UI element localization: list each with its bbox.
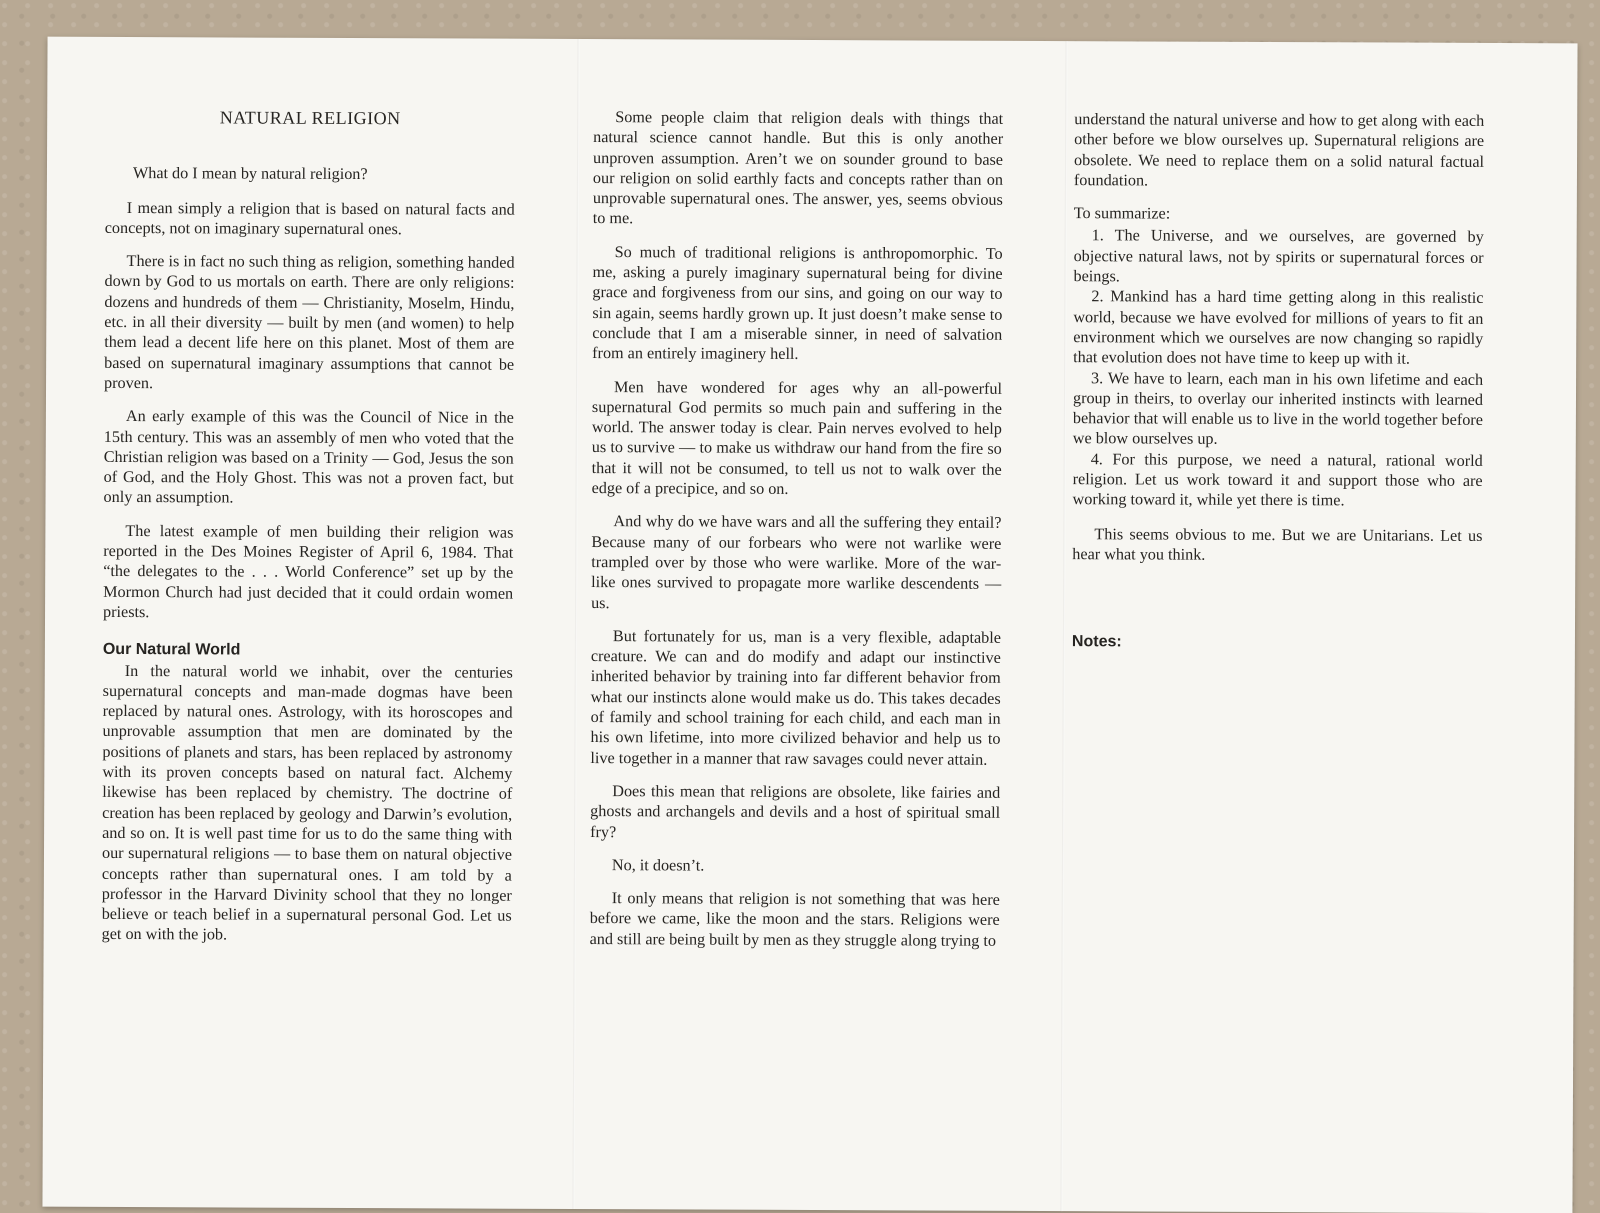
summary-item: 2. Mankind has a hard time getting along in this realistic world, because we have evolved for millions of years to fit an environment which we ourselves are now changing so rapidly that evolution does not have time to keep up with it. [1073,287,1484,368]
intro-question: What do I mean by natural religion? [132,164,368,184]
column-left [102,105,516,959]
summary-item: 1. The Universe, and we ourselves, are governed by objective natural laws, not by spirits or supernatural forces or beings. [1073,226,1484,286]
summary-heading: To summarize: [1073,204,1171,223]
paragraph: So much of traditional religions is anthropomorphic. To me, asking a purely imaginary supernatural being for divine grace and forgiveness from our sins, and going on our way to sin again, seems hardly grown up. It just doesn’t make sense to conclude that I am a miserable sinner, in need of salvation from an entirely imaginery hell. [592,242,1003,364]
paragraph: And why do we have wars and all the suffering they entail? Because many of our forbears who were not warlike were trampled over by those who were warlike. More of the war-like ones survived to propagate more warlike descendents — us. [591,512,1002,612]
paragraph-continuation: understand the natural universe and how to get along with each other before we blow ourselves up. Supernatural religions are obsolete. We need to replace them on a solid natural factual foundation. [1073,110,1485,190]
summary-item: 3. We have to learn, each man in his own lifetime and each group in theirs, to overlay our inherited instincts with learned behavior that will enable us to live in the world together before we blow ourselves up. [1072,368,1484,449]
section-heading: Our Natural World [102,641,241,659]
paragraph: Some people claim that religion deals with things that natural science cannot handle. But this is only another unproven assumption. Aren’t we on sounder ground to base our religion on solid earthly facts and concepts rather than on unprovable supernatural ones. The answer, yes, seems obvious to me. [592,108,1004,228]
fold-line-left [572,39,579,1209]
column-right [1072,109,1484,654]
closing-paragraph: This seems obvious to me. But we are Unitarians. Let us hear what you think. [1072,524,1483,564]
paragraph: In the natural world we inhabit, over the centuries supernatural concepts and man-made dogmas have been replaced by natural ones. Astrology, with its horoscopes and unprovable assumption that men are dominated by the positions of planets and stars, has been replaced by astronomy with its proven concepts based on natural fact. Alchemy likewise has been replaced by chemistry. The doctrine of creation has been replaced by geology and Darwin’s evolution, and so on. It is well past time for us to do the same thing with our supernatural religions — to base them on natural objective concepts rather than supernatural ones. I am told by a professor in the Harvard Divinity school that they no longer believe or teach belief in a supernatural personal God. Let us get on with the job. [101,661,513,944]
paragraph: No, it doesn’t. [611,855,705,875]
summary-list [1073,226,1484,512]
notes-label: Notes: [1071,633,1122,651]
column-middle [590,107,1004,964]
summary-item: 4. For this purpose, we need a natural, rational world religion. Let us work toward it and support those who are working toward it, while yet there is time. [1072,449,1483,510]
paragraph: Does this mean that religions are obsolete, like fairies and ghosts and archangels and devils and a host of spiritual small fry? [590,782,1001,841]
paragraph: There is in fact no such thing as religion, something handed down by God to us mortals on earth. There are only religions: dozens and hundreds of them — Christianity, Moselm, Hindu, etc. in all their diversity — built by men (and women) to help them lead a decent life here on this planet. Most of them are based on supernatural imaginary assumptions that cannot be proven. [104,252,515,393]
paragraph: But fortunately for us, man is a very flexible, adaptable creature. We can and do modify and adapt our instinctive inherited behavior by training into far different behavior from what our instincts alone would make us do. This takes decades of family and school training for each child, and each man in his own lifetime, into more civilized behavior and help us to live together in a manner that raw savages could never attain. [590,626,1001,769]
paragraph: It only means that religion is not something that was here before we came, like the moon and the stars. Religions were and still are being built by men as they struggle along trying to [589,889,1000,950]
paragraph: The latest example of men building their religion was reported in the Des Moines Register of April 6, 1984. That “the delegates to the . . . World Conference” set up by the Mormon Church had just decided that it could ordain women priests. [103,521,514,622]
paragraph: I mean simply a religion that is based on natural facts and concepts, not on imaginary supernatural ones. [104,198,515,239]
paragraph: An early example of this was the Council of Nice in the 15th century. This was an assembly of men who voted that the Christian religion was based on a Trinity — God, Jesus the son of God, and the Holy Ghost. This was not a proven fact, but only an assumption. [103,407,514,507]
document-title: NATURAL RELIGION [219,107,401,129]
fold-line-right [1060,41,1067,1211]
paragraph: Men have wondered for ages why an all-powerful supernatural God permits so much pain and suffering in the world. The answer today is clear. Pain nerves evolved to help us to survive — to make us withdraw our hand from the fire so that it will not be consumed, to tell us not to walk over the edge of a precipice, and so on. [591,377,1003,498]
pamphlet-sheet [42,37,1577,1213]
